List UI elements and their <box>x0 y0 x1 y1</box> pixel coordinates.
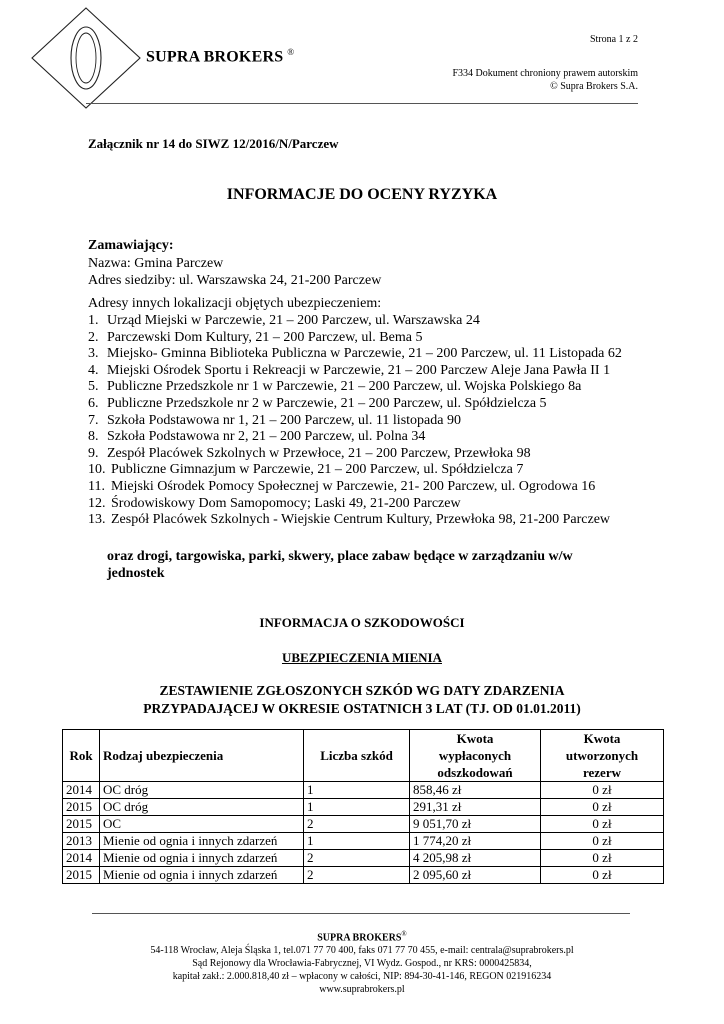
table-row <box>63 799 664 816</box>
list-item: 7. Szkoła Podstawowa nr 1, 21 – 200 Parczew, ul. 11 listopada 90 <box>88 412 461 428</box>
locations-list <box>88 313 648 529</box>
table-header-row <box>63 730 664 782</box>
table-row <box>63 782 664 799</box>
table-row <box>63 867 664 884</box>
cell-reserve-amount: 0 zł <box>541 867 664 884</box>
locations-intro: Adresy innych lokalizacji objętych ubezpieczeniem: <box>88 296 382 311</box>
list-item: 3. Miejsko- Gminna Biblioteka Publiczna w Parczewie, 21 – 200 Parczew, ul. 11 Listopada 62 <box>88 346 622 362</box>
cell-paid-amount: 1 774,20 zł <box>410 833 541 850</box>
cell-claim-count: 1 <box>304 782 410 799</box>
list-item: 12. Środowiskowy Dom Samopomocy; Laski 49, 21-200 Parczew <box>88 495 461 511</box>
cell-insurance-type: Mienie od ognia i innych zdarzeń <box>100 867 304 884</box>
client-name: Nazwa: Gmina Parczew <box>88 256 224 271</box>
cell-year: 2015 <box>63 867 100 884</box>
header-insurance-type: Rodzaj ubezpieczenia <box>100 730 304 782</box>
cell-claim-count: 2 <box>304 867 410 884</box>
supra-brokers-logo-icon <box>30 6 142 110</box>
client-address: Adres siedziby: ul. Warszawska 24, 21-200 Parczew <box>88 273 382 288</box>
brand-name <box>146 47 294 66</box>
claims-title-line-2: PRZYPADAJĄCEJ W OKRESIE OSTATNICH 3 LAT (TJ. OD 01.01.2011) <box>143 701 581 716</box>
copyright-text: © Supra Brokers S.A. <box>550 81 638 92</box>
list-item: 13. Zespół Placówek Szkolnych - Wiejskie Centrum Kultury, Przewłoka 98, 21-200 Parczew <box>88 512 611 528</box>
client-label: Zamawiający: <box>88 238 174 253</box>
cell-year: 2015 <box>63 816 100 833</box>
page-number: Strona 1 z 2 <box>589 34 638 45</box>
claims-summary-title <box>0 682 724 718</box>
table-row <box>63 833 664 850</box>
footer-registered-mark: ® <box>401 930 407 938</box>
locations-extra-note: oraz drogi, targowiska, parki, skwery, place zabaw będące w zarządzaniu w/w jednostek <box>107 549 573 581</box>
footer-address: 54-118 Wrocław, Aleja Śląska 1, tel.071 77 70 400, faks 071 77 70 455, e-mail: centrala@suprabrokers.pl <box>150 945 574 957</box>
footer <box>0 928 724 996</box>
header-divider <box>86 103 638 104</box>
footer-court-registry: Sąd Rejonowy dla Wrocławia-Fabrycznej, VI Wydz. Gospod., nr KRS: 0000425834, <box>192 958 532 970</box>
footer-website: www.suprabrokers.pl <box>319 984 405 996</box>
cell-reserve-amount: 0 zł <box>541 782 664 799</box>
claims-table <box>62 729 664 884</box>
cell-insurance-type: OC <box>100 816 304 833</box>
cell-insurance-type: Mienie od ognia i innych zdarzeń <box>100 833 304 850</box>
cell-reserve-amount: 0 zł <box>541 833 664 850</box>
footer-capital-tax-info: kapitał zakł.: 2.000.818,40 zł – wpłacony w całości, NIP: 894-30-41-146, REGON 021916234 <box>172 971 552 983</box>
footer-divider <box>92 913 630 914</box>
loss-info-heading: INFORMACJA O SZKODOWOŚCI <box>259 615 465 630</box>
document-code: F334 Dokument chroniony prawem autorskim <box>452 68 638 79</box>
list-item: 8. Szkoła Podstawowa nr 2, 21 – 200 Parczew, ul. Polna 34 <box>88 429 426 445</box>
list-item: 9. Zespół Placówek Szkolnych w Przewłoce, 21 – 200 Parczew, Przewłoka 98 <box>88 445 531 461</box>
cell-year: 2013 <box>63 833 100 850</box>
property-insurance-heading: UBEZPIECZENIA MIENIA <box>281 650 442 665</box>
list-item: 1. Urząd Miejski w Parczewie, 21 – 200 Parczew, ul. Warszawska 24 <box>88 313 480 328</box>
cell-reserve-amount: 0 zł <box>541 850 664 867</box>
cell-paid-amount: 2 095,60 zł <box>410 867 541 884</box>
header-year: Rok <box>63 730 100 782</box>
list-item: 5. Publiczne Przedszkole nr 1 w Parczewie, 21 – 200 Parczew, ul. Wojska Polskiego 8a <box>88 379 582 395</box>
cell-reserve-amount: 0 zł <box>541 799 664 816</box>
cell-claim-count: 1 <box>304 799 410 816</box>
cell-reserve-amount: 0 zł <box>541 816 664 833</box>
table-row <box>63 816 664 833</box>
cell-paid-amount: 858,46 zł <box>410 782 541 799</box>
brand-text: SUPRA BROKERS <box>146 48 284 66</box>
attachment-reference: Załącznik nr 14 do SIWZ 12/2016/N/Parczew <box>88 136 339 151</box>
table-row <box>63 850 664 867</box>
cell-insurance-type: Mienie od ognia i innych zdarzeń <box>100 850 304 867</box>
cell-paid-amount: 291,31 zł <box>410 799 541 816</box>
cell-claim-count: 1 <box>304 833 410 850</box>
cell-insurance-type: OC dróg <box>100 799 304 816</box>
cell-claim-count: 2 <box>304 816 410 833</box>
header-claim-count: Liczba szkód <box>304 730 410 782</box>
page-title: INFORMACJE DO OCENY RYZYKA <box>226 186 498 203</box>
list-item: 4. Miejski Ośrodek Sportu i Rekreacji w Parczewie, 21 – 200 Parczew Aleje Jana Pawła II 1 <box>88 362 611 378</box>
cell-claim-count: 2 <box>304 850 410 867</box>
list-item: 10. Publiczne Gimnazjum w Parczewie, 21 – 200 Parczew, ul. Spółdzielcza 7 <box>88 462 524 478</box>
claims-title-line-1: ZESTAWIENIE ZGŁOSZONYCH SZKÓD WG DATY ZDARZENIA <box>159 683 565 698</box>
cell-paid-amount: 4 205,98 zł <box>410 850 541 867</box>
footer-brand: SUPRA BROKERS® <box>317 930 407 944</box>
cell-year: 2014 <box>63 782 100 799</box>
cell-paid-amount: 9 051,70 zł <box>410 816 541 833</box>
brand-registered-mark: ® <box>287 47 295 57</box>
list-item: 11. Miejski Ośrodek Pomocy Społecznej w Parczewie, 21- 200 Parczew, ul. Ogrodowa 16 <box>88 478 596 494</box>
document-protection-note <box>452 67 638 93</box>
list-item: 2. Parczewski Dom Kultury, 21 – 200 Parczew, ul. Bema 5 <box>88 329 423 345</box>
cell-year: 2015 <box>63 799 100 816</box>
header-reserve-amount: Kwota utworzonych rezerw <box>541 730 664 782</box>
header-paid-amount: Kwota wypłaconych odszkodowań <box>410 730 541 782</box>
cell-insurance-type: OC dróg <box>100 782 304 799</box>
list-item: 6. Publiczne Przedszkole nr 2 w Parczewie, 21 – 200 Parczew, ul. Spółdzielcza 5 <box>88 395 547 411</box>
cell-year: 2014 <box>63 850 100 867</box>
